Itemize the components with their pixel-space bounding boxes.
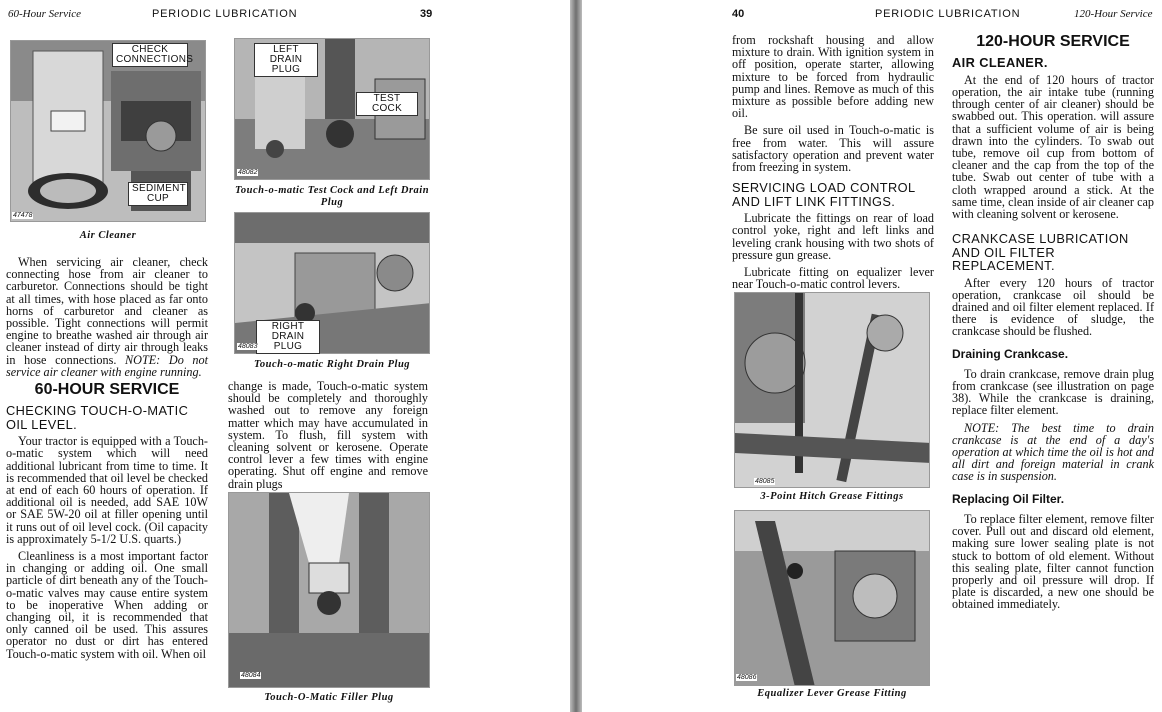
- hitch-photo: [734, 292, 930, 488]
- section-title-120-hour: 120-HOUR SERVICE: [976, 33, 1130, 50]
- plate-number: 47478: [13, 212, 33, 219]
- paragraph: from rockshaft housing and allow mixture to drain. With ignition system in off position, operate starter, allowing mixture to be forced from hydraulic pump and lines. Remove as much of this mixture as possible before adding new oil.: [732, 33, 934, 121]
- page-gutter: [570, 0, 582, 712]
- callout-check-connections: CHECK CONNECTIONS: [112, 43, 188, 67]
- paragraph-text: When servicing air cleaner, check connecting hose from air cleaner to carburetor. Connections should be tight at all times, with hose placed as far onto horns of carburetor and cleaner as possible. Tight connections will permit engine to breathe washed air through air cleaner instead of dirty air through leaks in hose connections.: [6, 255, 208, 367]
- right-column-2: [952, 30, 1154, 616]
- paragraph: At the end of 120 hours of tractor operation, the air intake tube (running through center of air cleaner) should be swabbed out. This operation. will assure that a sufficient volume of air is being drawn into the cylinders. To swab out tube, remove oil cup from bottom of cleaner and the cap from the top of the tube. Swab out center of tube with a cloth wrapped around a stick. At the same time, clean inside of air cleaner cap with cleaning solvent or kerosene.: [952, 72, 1154, 221]
- subsection-title: SERVICING LOAD CONTROL AND LIFT LINK FITTINGS.: [732, 180, 916, 209]
- plate-number: 48085: [755, 478, 775, 485]
- right-header-title: PERIODIC LUBRICATION: [875, 8, 1021, 20]
- subsection-draining-crankcase: Draining Crankcase.: [952, 346, 1069, 361]
- right-page-number: 40: [732, 8, 745, 20]
- paragraph: Your tractor is equipped with a Touch-o-matic system which will need additional lubricant from time to time. It is recommended that oil level be checked at end of each 60 hours of operation. If additional oil is needed, add SAE 10W or SAE 5W-20 oil at filler opening until it runs out of oil level cock. (Oil capacity is approximately 5-1/2 U.S. quarts.): [6, 434, 208, 546]
- left-column-2: [228, 380, 428, 495]
- filler-plug-photo: [228, 492, 430, 688]
- paragraph: Cleanliness is a most important factor in changing or adding oil. One small particle of dirt beneath any of the Touch-o-matic valves may cause entire system to be inoperative When adding or changing oil, it is recommended that only canned oil be used. This assures operator no dust or dirt has entered Touch-o-matic system with oil. When oil: [6, 549, 208, 661]
- paragraph: Be sure oil used in Touch-o-matic is free from water. This will assure satisfactory operation and prevent water from freezing in system.: [732, 123, 934, 175]
- callout-sediment-cup: SEDIMENT CUP: [128, 182, 188, 206]
- left-column-1: [6, 256, 208, 665]
- plate-number: 48086: [737, 674, 757, 681]
- right-column-1: [732, 34, 934, 295]
- note-paragraph: NOTE: The best time to drain crankcase is at the end of a day's operation at which time the oil is hot and all dirt and foreign material in crank case is in suspension.: [952, 420, 1154, 484]
- paragraph: After every 120 hours of tractor operation, crankcase oil should be drained and oil filter element replaced. If there is evidence of sludge, the crankcase should be flushed.: [952, 275, 1154, 339]
- note-text: NOTE: Do not service air cleaner with engine running.: [6, 352, 208, 379]
- callout-right-drain-plug: RIGHT DRAIN PLUG: [256, 320, 320, 354]
- section-title-60-hour: 60-HOUR SERVICE: [34, 381, 180, 399]
- paragraph: Lubricate the fittings on rear of load control yoke, right and left links and leveling crank housing with two shots of pressure gun grease.: [732, 211, 934, 262]
- filler-plug-caption: Touch-O-Matic Filler Plug: [264, 692, 394, 703]
- filler-plug-illustration: [229, 493, 430, 688]
- equalizer-caption: Equalizer Lever Grease Fitting: [757, 688, 907, 699]
- test-cock-caption: Touch-o-matic Test Cock and Left Drain Plug: [234, 185, 430, 208]
- equalizer-photo: [734, 510, 930, 686]
- hitch-illustration: [735, 293, 930, 488]
- paragraph: [6, 256, 208, 378]
- paragraph: To drain crankcase, remove drain plug from crankcase (see illustration on page 38). While the crankcase is draining, replace filter element.: [952, 366, 1154, 418]
- right-header-section: 120-Hour Service: [1074, 8, 1153, 20]
- plate-number: 48083: [238, 343, 258, 350]
- left-page: [0, 0, 570, 712]
- hitch-caption: 3-Point Hitch Grease Fittings: [760, 491, 904, 502]
- subsection-crankcase: CRANKCASE LUBRICATION AND OIL FILTER REPLACEMENT.: [952, 231, 1129, 274]
- paragraph: To replace filter element, remove filter cover. Pull out and discard old element, making sure lower sealing plate is not stuck to bottom of old element. Without this sealing plate, filter cannot function properly and oil pressure will drop. If plate is discarded, a new one should be obtained immediately.: [952, 511, 1154, 612]
- callout-left-drain-plug: LEFT DRAIN PLUG: [254, 43, 318, 77]
- air-cleaner-caption: Air Cleaner: [79, 230, 137, 241]
- equalizer-illustration: [735, 511, 930, 686]
- callout-test-cock: TEST COCK: [356, 92, 418, 116]
- left-header-section: 60-Hour Service: [8, 8, 82, 20]
- subsection-title: CHECKING TOUCH-O-MATIC OIL LEVEL.: [6, 403, 189, 432]
- plate-number: 48082: [238, 169, 258, 176]
- subsection-air-cleaner: AIR CLEANER.: [952, 55, 1048, 71]
- subsection-replacing-filter: Replacing Oil Filter.: [952, 491, 1065, 506]
- paragraph: change is made, Touch-o-matic system should be completely and thoroughly washed out to remove any foreign matter which may have accumulated in system. To flush, fill system with cleaning solvent or kerosene. Operate control lever a few times with engine operating. Shut off engine and remove drain plugs: [228, 379, 428, 491]
- left-page-number: 39: [420, 8, 433, 20]
- right-page: [582, 0, 1162, 712]
- right-drain-caption: Touch-o-matic Right Drain Plug: [253, 359, 411, 370]
- paragraph: Lubricate fitting on equalizer lever near Touch-o-matic control levers.: [732, 265, 934, 292]
- left-header-title: PERIODIC LUBRICATION: [152, 8, 298, 20]
- plate-number: 48084: [241, 672, 261, 679]
